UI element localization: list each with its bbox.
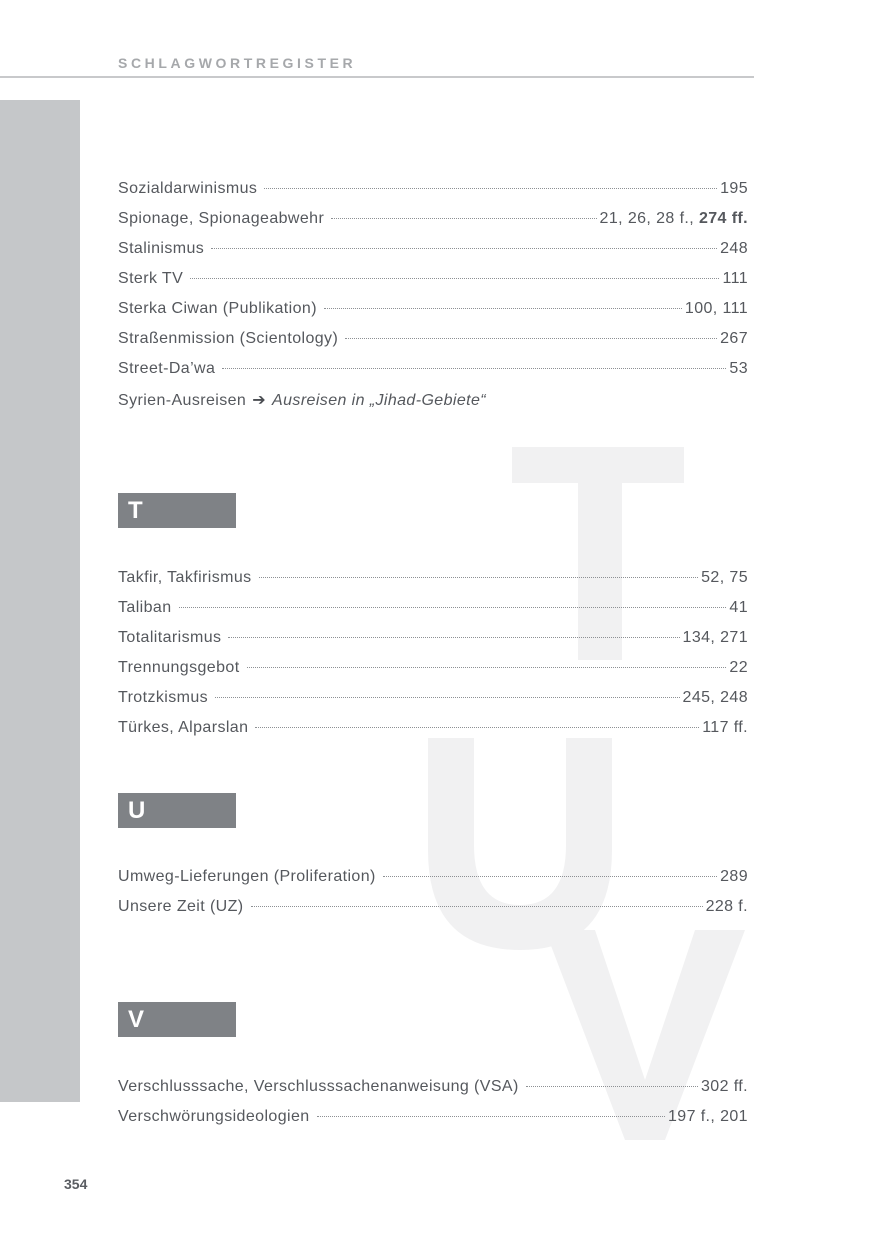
entry-term: Taliban bbox=[118, 599, 172, 616]
entry-term: Sterk TV bbox=[118, 270, 184, 287]
index-entry bbox=[118, 1078, 748, 1108]
dot-leader bbox=[526, 1086, 698, 1087]
entry-pages: 22 bbox=[729, 659, 748, 676]
entry-pages bbox=[600, 210, 748, 228]
page-number: 354 bbox=[64, 1176, 88, 1192]
dot-leader bbox=[247, 667, 727, 668]
index-entry bbox=[118, 1108, 748, 1138]
entry-pages: 53 bbox=[729, 360, 748, 377]
index-entry bbox=[118, 599, 748, 629]
section-heading-u: U bbox=[118, 793, 236, 828]
dot-leader bbox=[228, 637, 679, 638]
entry-term: Spionage, Spionageabwehr bbox=[118, 210, 325, 227]
index-entry-cross-reference bbox=[118, 390, 748, 420]
index-entry bbox=[118, 719, 748, 749]
entry-pages: 228 f. bbox=[705, 898, 748, 915]
header-rule bbox=[0, 76, 754, 78]
entry-pages: 197 f., 201 bbox=[667, 1108, 748, 1125]
entry-term: Verschlusssache, Verschlusssachenanweisung (VSA) bbox=[118, 1078, 519, 1095]
index-entry bbox=[118, 240, 748, 270]
entry-pages: 52, 75 bbox=[701, 569, 748, 586]
index-entry bbox=[118, 360, 748, 390]
dot-leader bbox=[255, 727, 699, 728]
entry-pages: 267 bbox=[720, 330, 748, 347]
entry-term: Umweg-Lieferungen (Proliferation) bbox=[118, 868, 376, 885]
section-heading-t: T bbox=[118, 493, 236, 528]
entry-pages: 248 bbox=[720, 240, 748, 257]
see-reference: Ausreisen in „Jihad-Gebiete“ bbox=[272, 392, 487, 409]
see-arrow-icon: ➔ bbox=[252, 392, 267, 409]
entry-term: Totalitarismus bbox=[118, 629, 222, 646]
dot-leader bbox=[383, 876, 717, 877]
entry-pages: 100, 111 bbox=[684, 300, 748, 317]
entry-term: Sozialdarwinismus bbox=[118, 180, 258, 197]
entry-term: Verschwörungsideologien bbox=[118, 1108, 310, 1125]
entry-term: Trotzkismus bbox=[118, 689, 209, 706]
entry-pages-main: 274 ff. bbox=[698, 210, 748, 227]
entry-term: Stalinismus bbox=[118, 240, 205, 257]
sidebar-band bbox=[0, 100, 80, 1102]
entry-term: Syrien-Ausreisen bbox=[118, 392, 247, 409]
entry-term: Trennungsgebot bbox=[118, 659, 240, 676]
entry-pages: 302 ff. bbox=[701, 1078, 748, 1095]
entry-term: Takfir, Takfirismus bbox=[118, 569, 252, 586]
dot-leader bbox=[317, 1116, 665, 1117]
index-entry bbox=[118, 180, 748, 210]
dot-leader bbox=[331, 218, 596, 219]
dot-leader bbox=[211, 248, 717, 249]
entry-term: Unsere Zeit (UZ) bbox=[118, 898, 244, 915]
entry-pages: 195 bbox=[720, 180, 748, 197]
index-entry bbox=[118, 689, 748, 719]
dot-leader bbox=[324, 308, 682, 309]
dot-leader bbox=[345, 338, 717, 339]
dot-leader bbox=[215, 697, 679, 698]
entry-pages: 289 bbox=[720, 868, 748, 885]
index-entry bbox=[118, 898, 748, 928]
index-entry bbox=[118, 330, 748, 360]
index-entry bbox=[118, 629, 748, 659]
dot-leader bbox=[259, 577, 699, 578]
index-entry bbox=[118, 868, 748, 898]
entry-pages: 117 ff. bbox=[702, 719, 748, 736]
dot-leader bbox=[222, 368, 726, 369]
dot-leader bbox=[264, 188, 717, 189]
dot-leader bbox=[179, 607, 727, 608]
index-entry bbox=[118, 270, 748, 300]
entry-pages: 245, 248 bbox=[682, 689, 748, 706]
index-entry bbox=[118, 210, 748, 240]
index-entry bbox=[118, 300, 748, 330]
section-heading-v: V bbox=[118, 1002, 236, 1037]
dot-leader bbox=[251, 906, 703, 907]
entry-pages-regular: 21, 26, 28 f., bbox=[599, 210, 699, 227]
dot-leader bbox=[190, 278, 719, 279]
running-header: SCHLAGWORTREGISTER bbox=[118, 55, 357, 71]
entry-pages: 134, 271 bbox=[682, 629, 748, 646]
entry-term: Sterka Ciwan (Publikation) bbox=[118, 300, 317, 317]
index-entry bbox=[118, 659, 748, 689]
entry-term: Street-Da’wa bbox=[118, 360, 216, 377]
entry-pages: 111 bbox=[722, 270, 748, 287]
entry-term: Türkes, Alparslan bbox=[118, 719, 249, 736]
entry-term: Straßenmission (Scientology) bbox=[118, 330, 339, 347]
index-entry bbox=[118, 569, 748, 599]
entry-pages: 41 bbox=[729, 599, 748, 616]
